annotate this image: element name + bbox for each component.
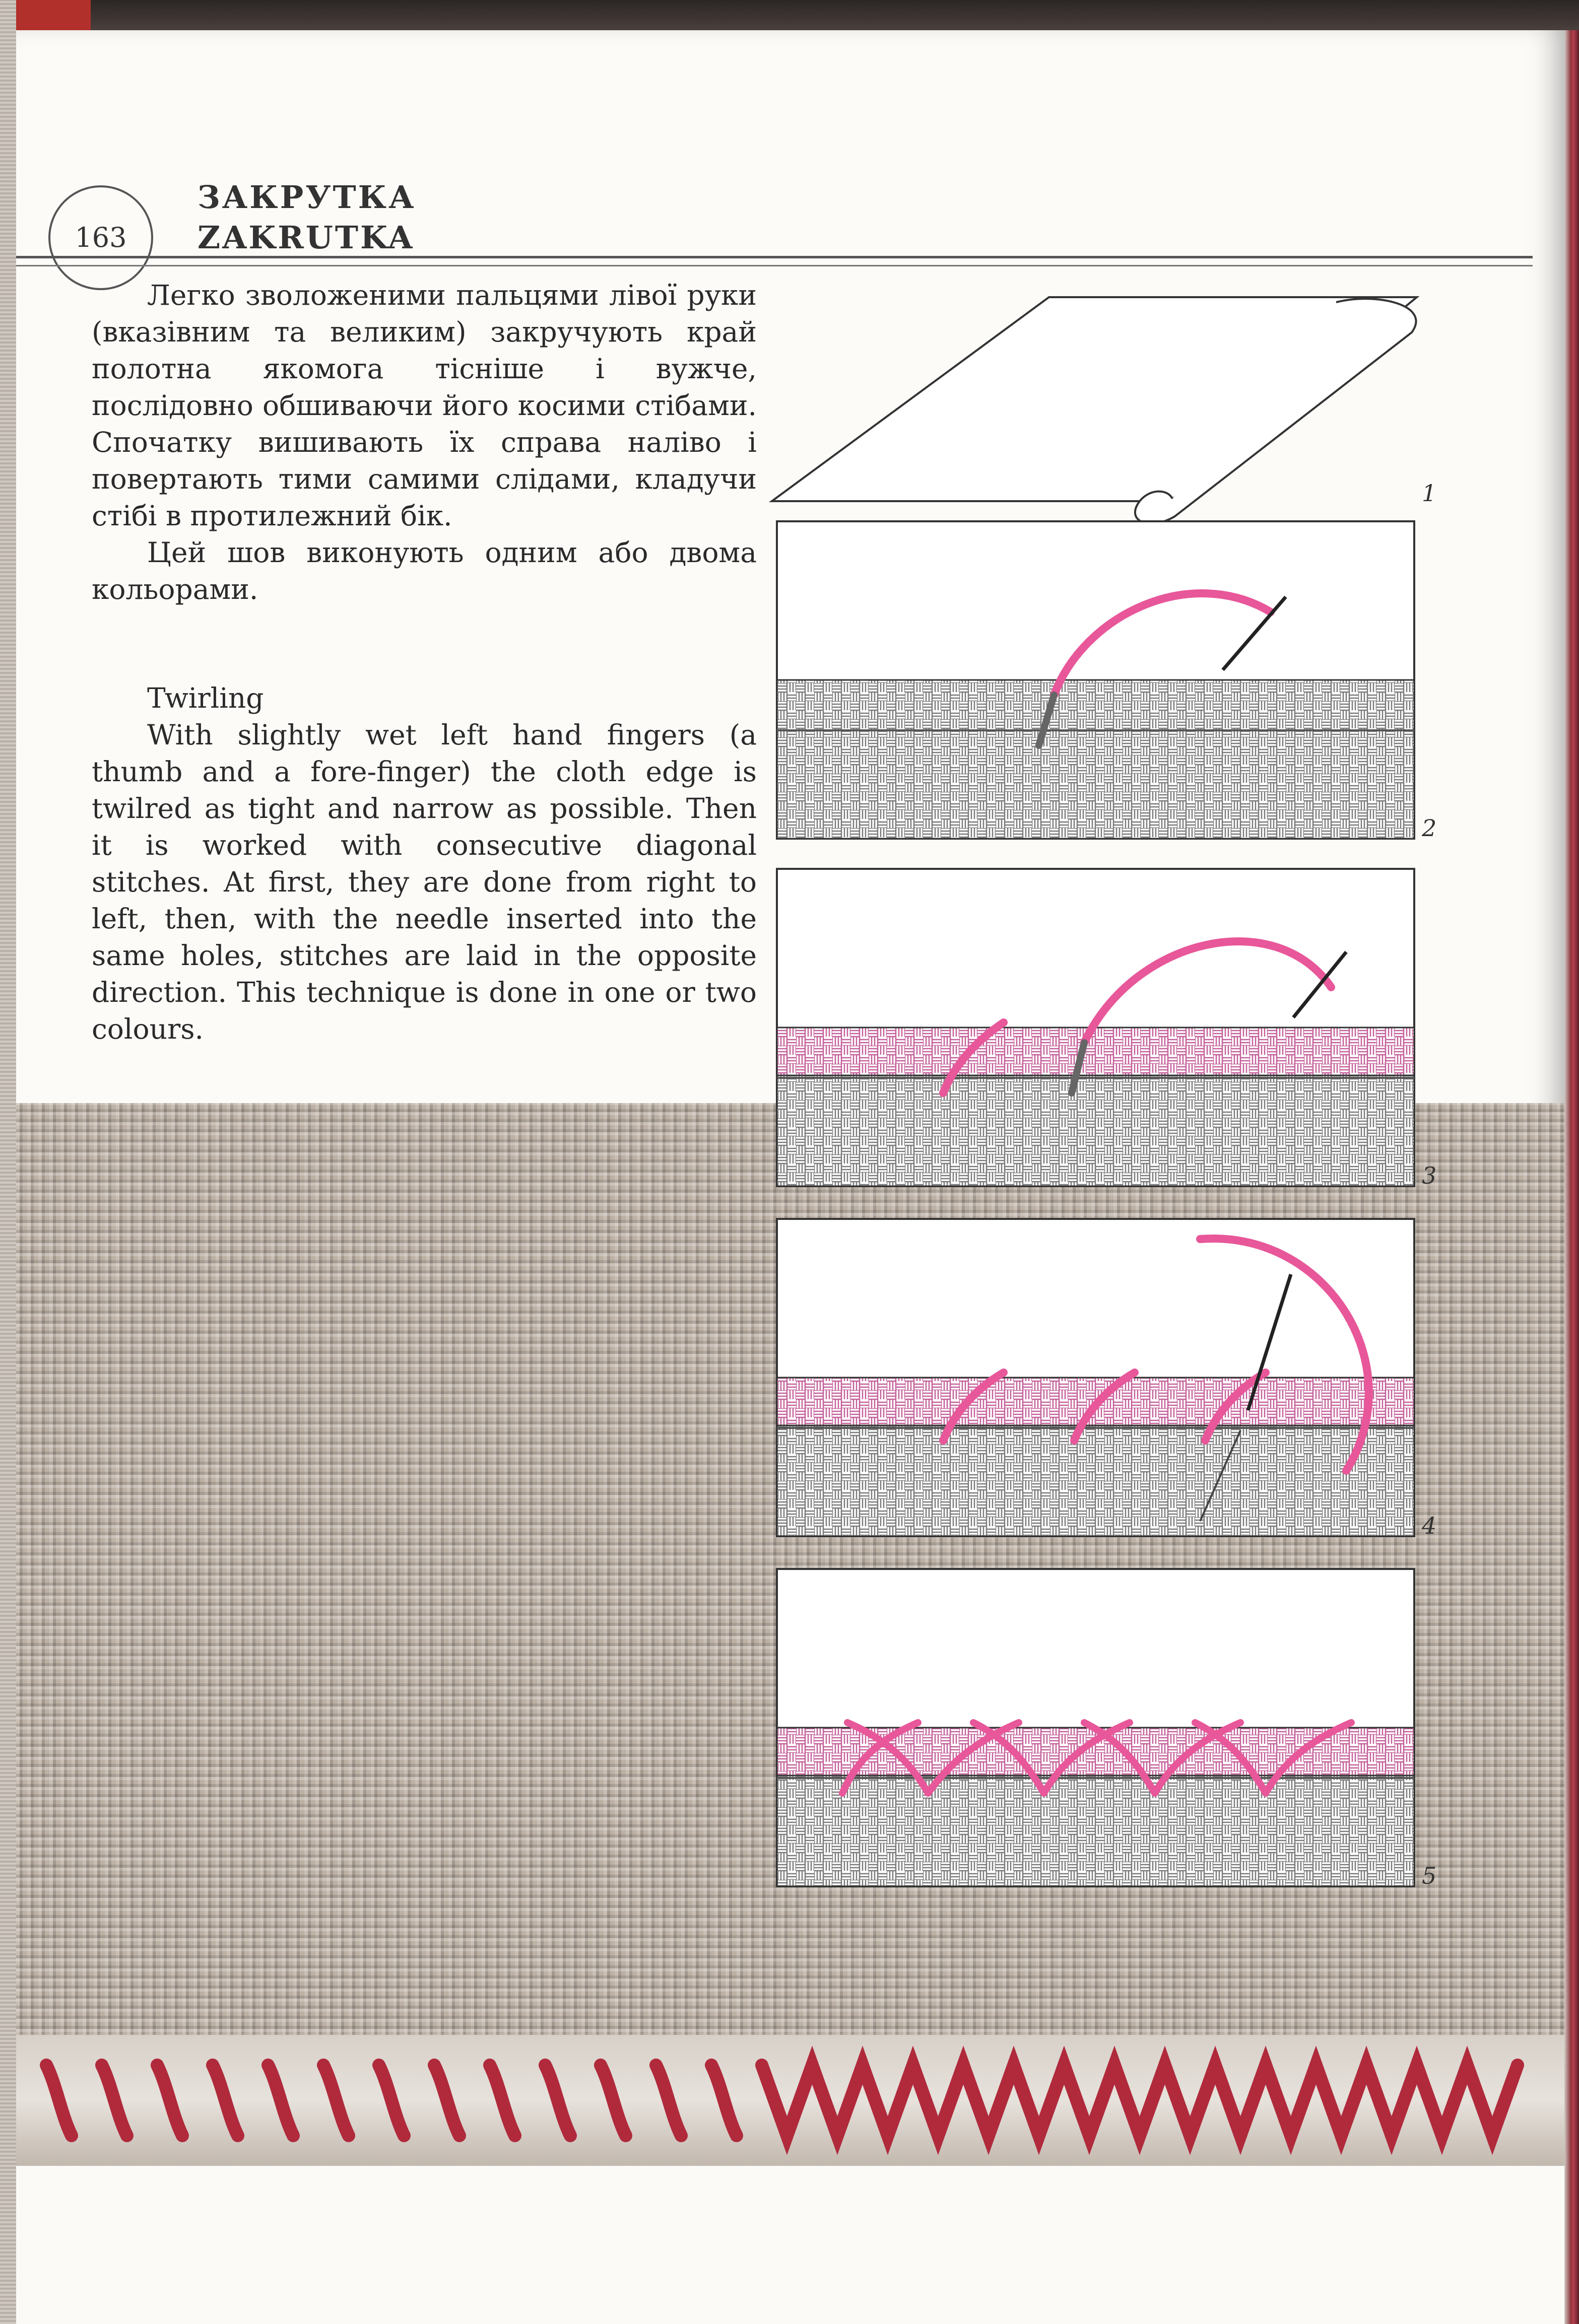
book-spine-top — [0, 0, 1579, 30]
figure-label-4: 4 — [1422, 1512, 1437, 1539]
subtitle-english: Twirling — [147, 682, 264, 714]
book-page — [16, 30, 1564, 2324]
figure-label-1: 1 — [1422, 480, 1437, 507]
page-title-ukrainian: ЗАКРУТКА — [198, 179, 416, 216]
figure-1-rolled-cloth — [772, 297, 1436, 523]
illustrations-layer — [16, 30, 1564, 2324]
figure-label-3: 3 — [1422, 1162, 1437, 1189]
paragraph-en-1: With slightly wet left hand fingers (a thumb and a fore-finger) the cloth edge is twilred as tight and narrow as possible. Then it is worked with consecutive diagonal stitches. At first, they are done from right to left, then, with the needle inserted into the same holes, stitches are laid in the opposite direction. This technique is done in one or two colours. — [92, 719, 757, 1045]
paragraph-ua-2: Цей шов виконують одним або двома кольорами. — [92, 536, 757, 605]
paragraph-ua-1: Легко зволоженими пальцями лівої руки (вказівним та великим) закручують край полотна якомога тісніше і вужче, послідовно обшиваючи його косими стібами. Спочатку вишивають їх справа наліво і повертають тими самими слідами, кладучи стібі в протилежний бік. — [92, 279, 757, 532]
figure-4-return-stitches — [777, 1219, 1436, 1539]
figure-5-crossed-stitches — [777, 1569, 1436, 1889]
book-edge-right — [1564, 30, 1579, 2324]
figure-3-continued-stitches — [777, 869, 1436, 1189]
cover-edge-left — [0, 0, 16, 2324]
page-number: 163 — [48, 185, 153, 290]
page-title-english: ZAKRUTKA — [198, 219, 415, 256]
fabric-twirled-edge-stitches — [46, 2065, 1518, 2136]
figure-2-first-stitch — [777, 521, 1436, 842]
figure-label-5: 5 — [1422, 1862, 1437, 1889]
figure-label-2: 2 — [1422, 814, 1437, 842]
